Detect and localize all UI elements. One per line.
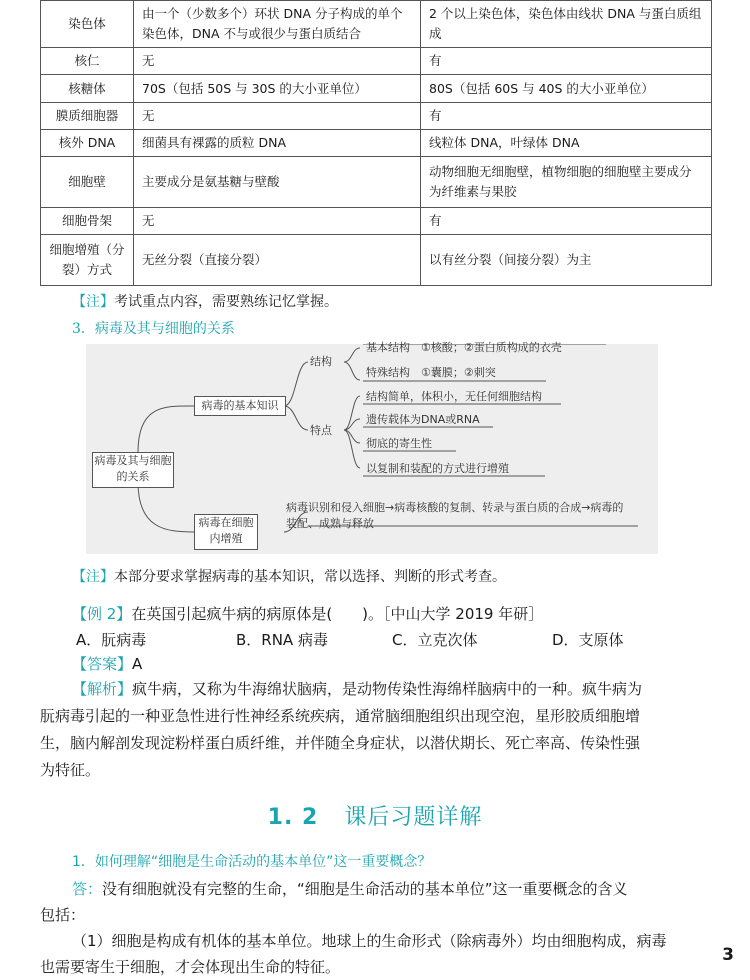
example-answer [72, 652, 142, 676]
feature-item: 遗传载体为DNA或RNA [366, 413, 480, 426]
option-c: C．立克次体 [392, 631, 478, 649]
option-a: A．朊病毒 [76, 631, 147, 649]
table-row [41, 235, 712, 286]
table-row [41, 75, 712, 103]
prokaryote-cell: 无丝分裂（直接分裂） [134, 235, 421, 286]
row-label: 核糖体 [41, 75, 134, 103]
note-2 [72, 567, 506, 587]
question-1-answer [40, 876, 710, 980]
note-tag: 【注】 [72, 294, 114, 310]
section-title [0, 800, 750, 831]
example-analysis [40, 676, 710, 784]
feature-item: 结构简单，体积小，无任何细胞结构 [366, 390, 542, 403]
row-label: 核仁 [41, 48, 134, 75]
prokaryote-cell: 无 [134, 208, 421, 235]
proliferation-text: 病毒识别和侵入细胞→病毒核酸的复制、转录与蛋白质的合成→病毒的 [286, 501, 624, 514]
table-row [41, 157, 712, 208]
analysis-line: 生，脑内解剖发现淀粉样蛋白质纤维，并伴随全身症状，以潜伏期长、死亡率高、传染性强 [40, 734, 641, 752]
mind-map-root: 病毒及其与细胞的关系 [92, 452, 174, 488]
eukaryote-cell: 以有丝分裂（间接分裂）为主 [421, 235, 712, 286]
eukaryote-cell: 有 [421, 48, 712, 75]
prokaryote-cell: 细菌具有裸露的质粒 DNA [134, 130, 421, 157]
note-tag: 【注】 [72, 569, 114, 585]
option-d: D．支原体 [552, 631, 624, 649]
prokaryote-cell: 70S（包括 50S 与 30S 的大小亚单位） [134, 75, 421, 103]
example-question-text: 在英国引起疯牛病的病原体是( )。［中山大学 2019 年研］ [131, 605, 544, 623]
eukaryote-cell: 有 [421, 103, 712, 130]
section-title-text: 课后习题详解 [344, 805, 483, 830]
proliferation-text: 装配、成熟与释放 [286, 517, 374, 530]
note-text: 本部分要求掌握病毒的基本知识，常以选择、判断的形式考查。 [114, 569, 506, 585]
note-text: 考试重点内容，需要熟练记忆掌握。 [114, 294, 338, 310]
mind-map-basic-knowledge: 病毒的基本知识 [194, 396, 286, 416]
structure-item: 基本结构 ①核酸；②蛋白质构成的衣壳 [366, 341, 562, 354]
q1-answer-tag: 答： [72, 880, 103, 898]
structure-item: 特殊结构 ①囊膜；②刺突 [366, 366, 496, 379]
example-question [72, 602, 543, 626]
row-label: 细胞增殖（分裂）方式 [41, 235, 134, 286]
prokaryote-cell: 由一个（少数多个）环状 DNA 分子构成的单个染色体，DNA 不与或很少与蛋白质结合 [134, 1, 421, 48]
feature-item: 彻底的寄生性 [366, 437, 432, 450]
prokaryote-cell: 无 [134, 48, 421, 75]
eukaryote-cell: 80S（包括 60S 与 40S 的大小亚单位） [421, 75, 712, 103]
answer-line: 答：没有细胞就没有完整的生命，“细胞是生命活动的基本单位”这一重要概念的含义 [72, 880, 628, 898]
table-row [41, 130, 712, 157]
table-row [41, 48, 712, 75]
mind-map-proliferation: 病毒在细胞内增殖 [194, 514, 258, 550]
eukaryote-cell: 动物细胞无细胞壁，植物细胞的细胞壁主要成分为纤维素与果胶 [421, 157, 712, 208]
note-1 [72, 292, 338, 312]
page-number: 3 [722, 945, 734, 965]
row-label: 核外 DNA [41, 130, 134, 157]
mind-map-feature: 特点 [310, 424, 332, 437]
answer-tag: 【答案】 [72, 655, 133, 673]
prokaryote-cell: 无 [134, 103, 421, 130]
table-row [41, 1, 712, 48]
eukaryote-cell: 有 [421, 208, 712, 235]
comparison-table [40, 0, 712, 286]
row-label: 细胞壁 [41, 157, 134, 208]
analysis-line: 朊病毒引起的一种亚急性进行性神经系统疾病，通常脑细胞组织出现空泡，星形胶质细胞增 [40, 707, 641, 725]
point-line: 也需要寄生于细胞，才会体现出生命的特征。 [40, 958, 341, 976]
virus-mind-map [86, 341, 658, 554]
row-label: 膜质细胞器 [41, 103, 134, 130]
analysis-tag: 【解析】 [72, 680, 133, 698]
answer-text: A [132, 655, 143, 673]
analysis-line: 【解析】疯牛病，又称为牛海绵状脑病，是动物传染性海绵样脑病中的一种。疯牛病为 [72, 680, 643, 698]
row-label: 染色体 [41, 1, 134, 48]
option-b: B．RNA 病毒 [236, 631, 328, 649]
mind-map-structure: 结构 [310, 355, 332, 368]
prokaryote-cell: 主要成分是氨基糖与壁酸 [134, 157, 421, 208]
eukaryote-cell: 2 个以上染色体，染色体由线状 DNA 与蛋白质组成 [421, 1, 712, 48]
answer-line: 包括： [40, 906, 86, 924]
question-1-title: 1．如何理解“细胞是生命活动的基本单位”这一重要概念？ [72, 854, 432, 870]
table-row [41, 208, 712, 235]
eukaryote-cell: 线粒体 DNA，叶绿体 DNA [421, 130, 712, 157]
point-line: （1）细胞是构成有机体的基本单位。地球上的生命形式（除病毒外）均由细胞构成，病毒 [72, 932, 667, 950]
section-number: 1. 2 [267, 805, 319, 830]
analysis-line: 为特征。 [40, 761, 101, 779]
row-label: 细胞骨架 [41, 208, 134, 235]
table-row [41, 103, 712, 130]
section-heading-virus: 3．病毒及其与细胞的关系 [72, 321, 235, 337]
example-tag: 【例 2】 [72, 605, 132, 623]
feature-item: 以复制和装配的方式进行增殖 [366, 462, 509, 475]
